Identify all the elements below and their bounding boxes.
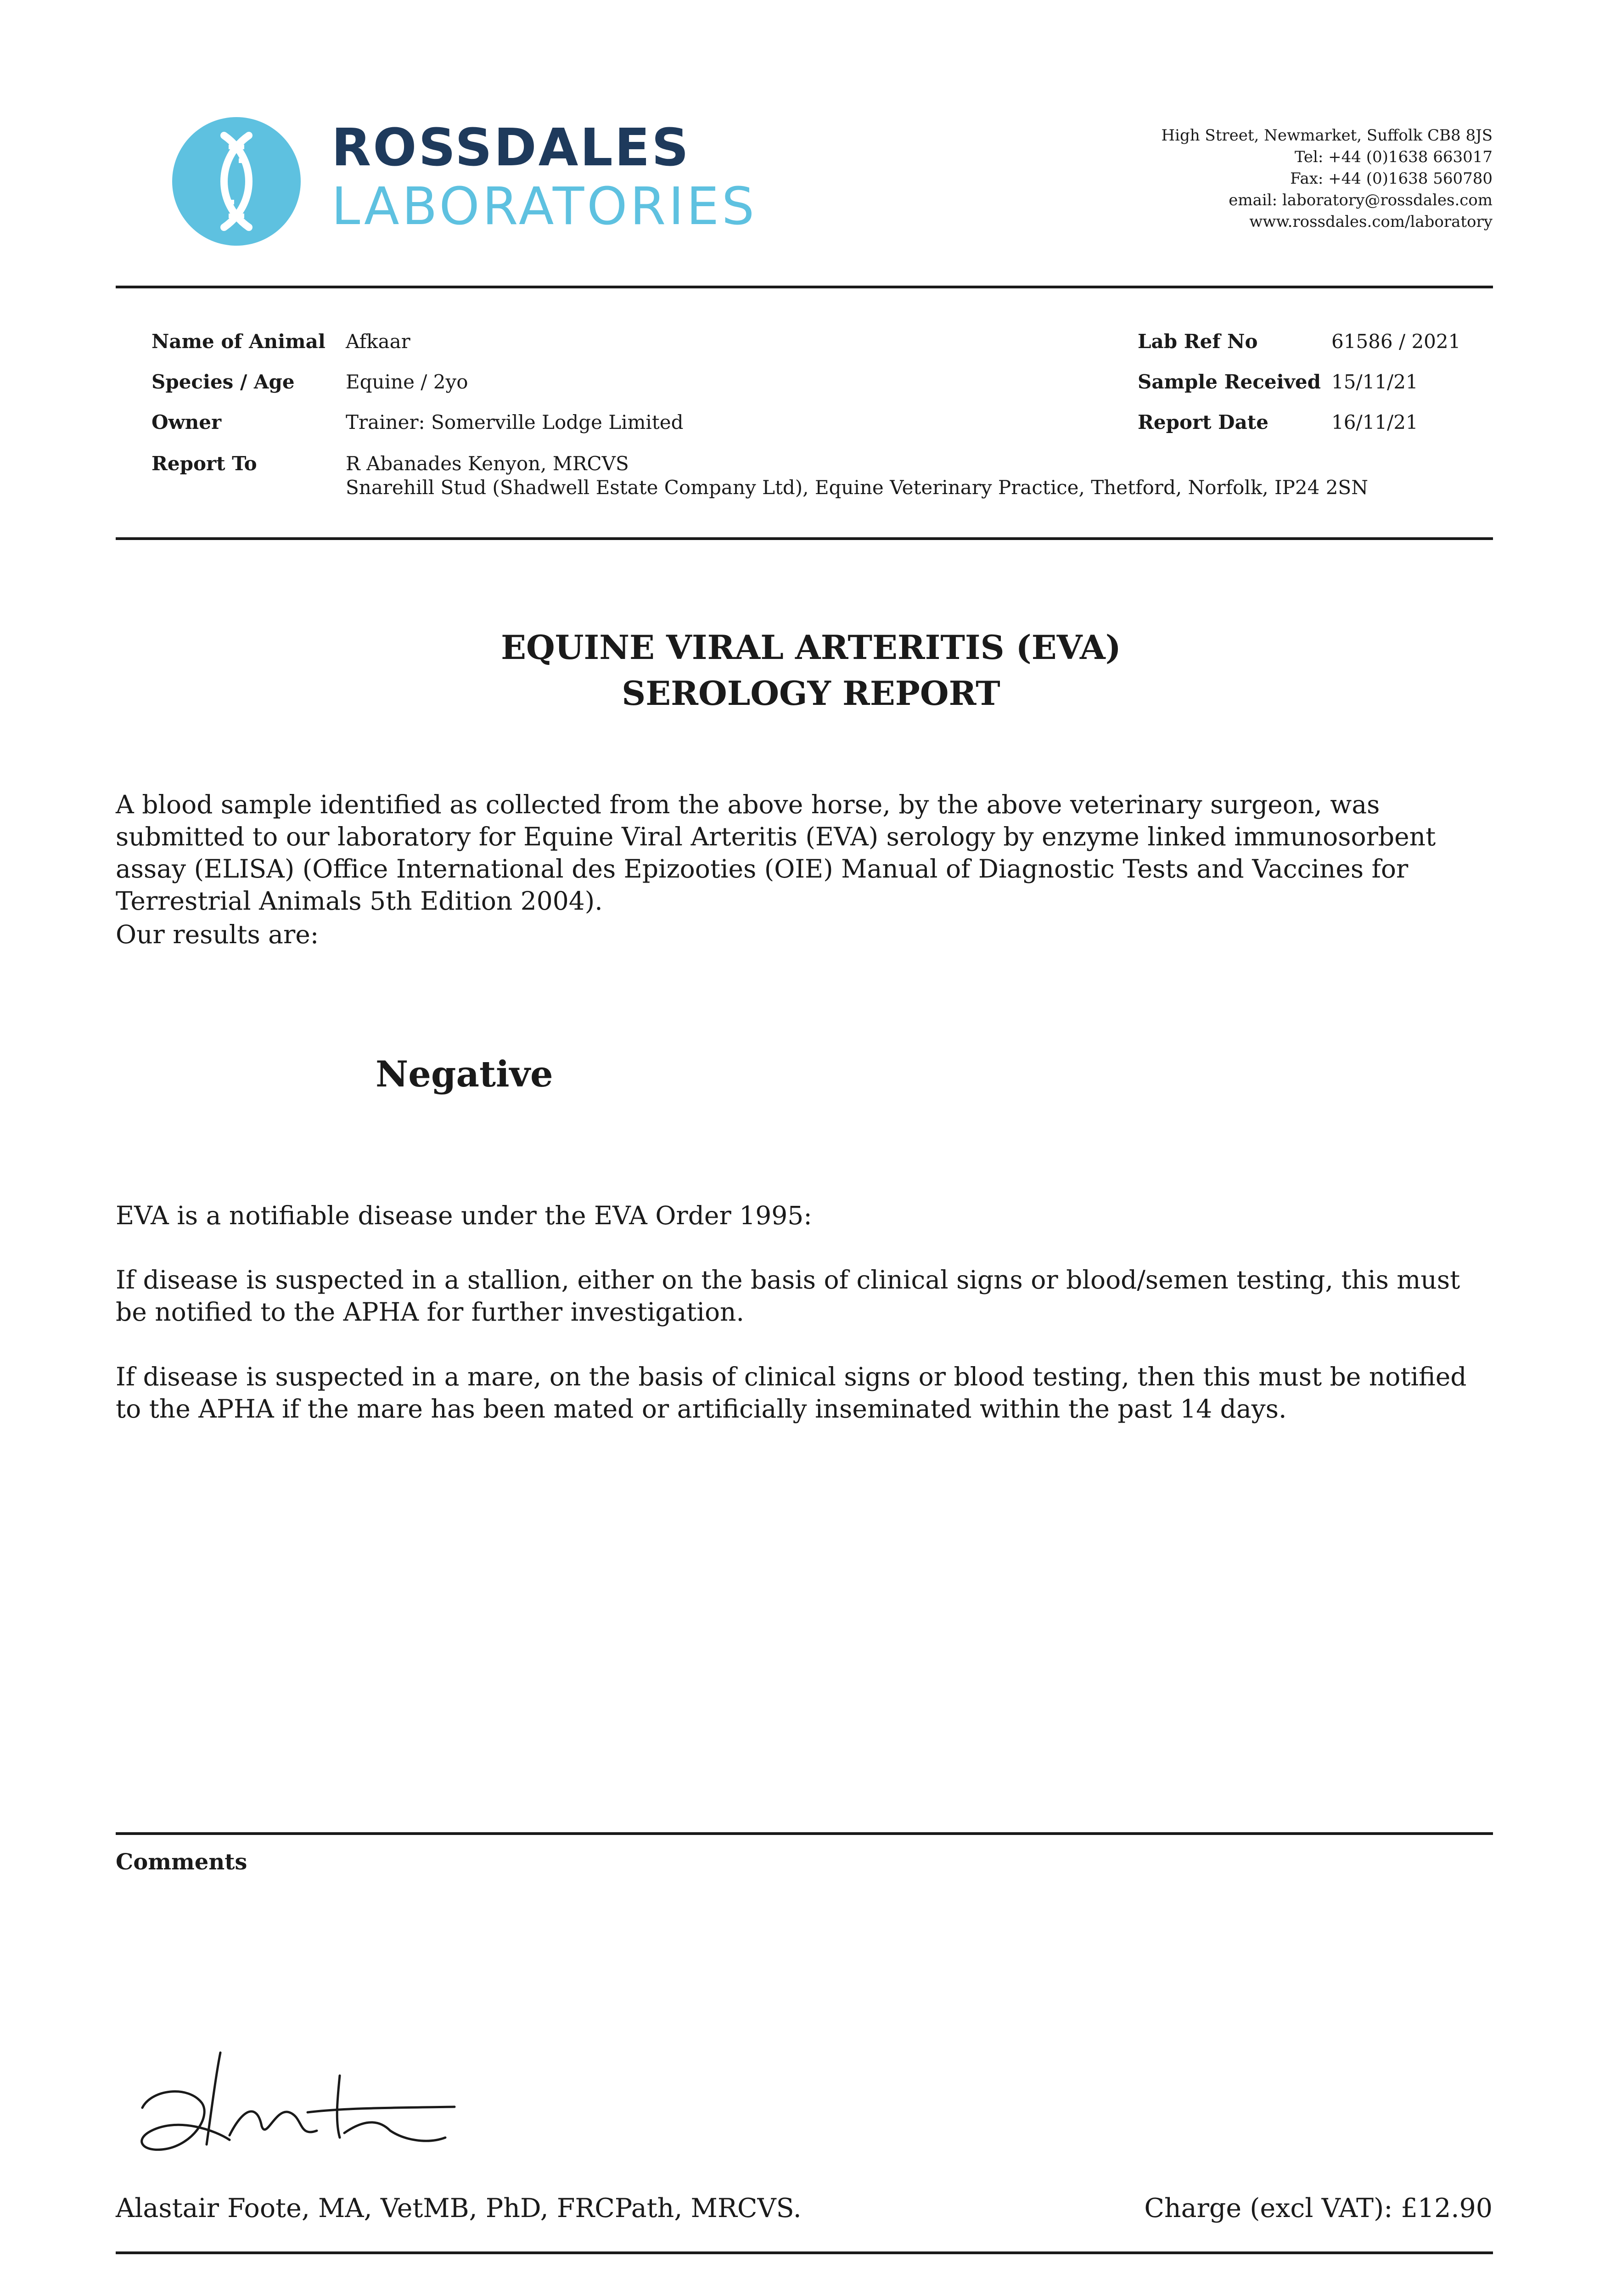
contact-email[interactable]: email: laboratory@rossdales.com	[1229, 191, 1493, 209]
value-report-date: 16/11/21	[1331, 411, 1418, 433]
value-sample-received: 15/11/21	[1331, 371, 1418, 393]
charge-amount: Charge (excl VAT): £12.90	[1144, 2193, 1493, 2223]
value-report-to: R Abanades Kenyon, MRCVS	[346, 452, 629, 475]
label-name-of-animal: Name of Animal	[152, 330, 326, 353]
signature	[124, 2039, 473, 2167]
divider	[116, 286, 1493, 288]
label-species-age: Species / Age	[152, 371, 295, 393]
results-intro: Our results are:	[116, 920, 319, 949]
dna-helix-icon	[170, 115, 303, 248]
divider	[116, 537, 1493, 540]
contact-address: High Street, Newmarket, Suffolk CB8 8JS	[1161, 126, 1493, 145]
brand-name: ROSSDALES	[331, 118, 690, 178]
notifiable-notice: EVA is a notifiable disease under the EVA Order 1995:	[116, 1201, 812, 1230]
stallion-note: If disease is suspected in a stallion, either on the basis of clinical signs or blood/semen testing, this must be notified to the APHA for further investigation.	[116, 1265, 1460, 1327]
label-report-to: Report To	[152, 452, 257, 475]
value-lab-ref: 61586 / 2021	[1331, 330, 1461, 353]
label-report-date: Report Date	[1138, 411, 1268, 433]
contact-tel: Tel: +44 (0)1638 663017	[1294, 148, 1493, 166]
value-species-age: Equine / 2yo	[346, 371, 468, 393]
divider	[116, 2251, 1493, 2254]
value-owner: Trainer: Somerville Lodge Limited	[346, 411, 684, 433]
signatory-name: Alastair Foote, MA, VetMB, PhD, FRCPath, MRCVS.	[116, 2193, 802, 2223]
brand-subtitle: LABORATORIES	[331, 177, 758, 236]
value-report-to-address: Snarehill Stud (Shadwell Estate Company Ltd), Equine Veterinary Practice, Thetford, Norfolk, IP24 2SN	[346, 476, 1368, 499]
label-owner: Owner	[152, 411, 222, 433]
label-sample-received: Sample Received	[1138, 371, 1321, 393]
value-name-of-animal: Afkaar	[346, 330, 410, 353]
contact-fax: Fax: +44 (0)1638 560780	[1290, 169, 1493, 188]
mare-note: If disease is suspected in a mare, on the basis of clinical signs or blood testing, then this must be notified to the APHA if the mare has been mated or artificially inseminated within the past 14 days.	[116, 1362, 1467, 1424]
intro-paragraph: A blood sample identified as collected from the above horse, by the above veterinary surgeon, was submitted to our laboratory for Equine Viral Arteritis (EVA) serology by enzyme linked immunosorbent assay (ELISA) (Office International des Epizooties (OIE) Manual of Diagnostic Tests and Vaccines for Terrestrial Animals 5th Edition 2004).	[116, 790, 1436, 916]
label-lab-ref: Lab Ref No	[1138, 330, 1258, 353]
report-title	[0, 625, 1622, 716]
contact-block	[1161, 125, 1493, 233]
comments-label: Comments	[116, 1849, 247, 1875]
divider	[116, 1832, 1493, 1835]
report-title-line1: EQUINE VIRAL ARTERITIS (EVA)	[501, 628, 1121, 667]
test-result: Negative	[376, 1053, 553, 1095]
report-title-line2: SEROLOGY REPORT	[622, 674, 1000, 713]
contact-website[interactable]: www.rossdales.com/laboratory	[1249, 213, 1493, 231]
